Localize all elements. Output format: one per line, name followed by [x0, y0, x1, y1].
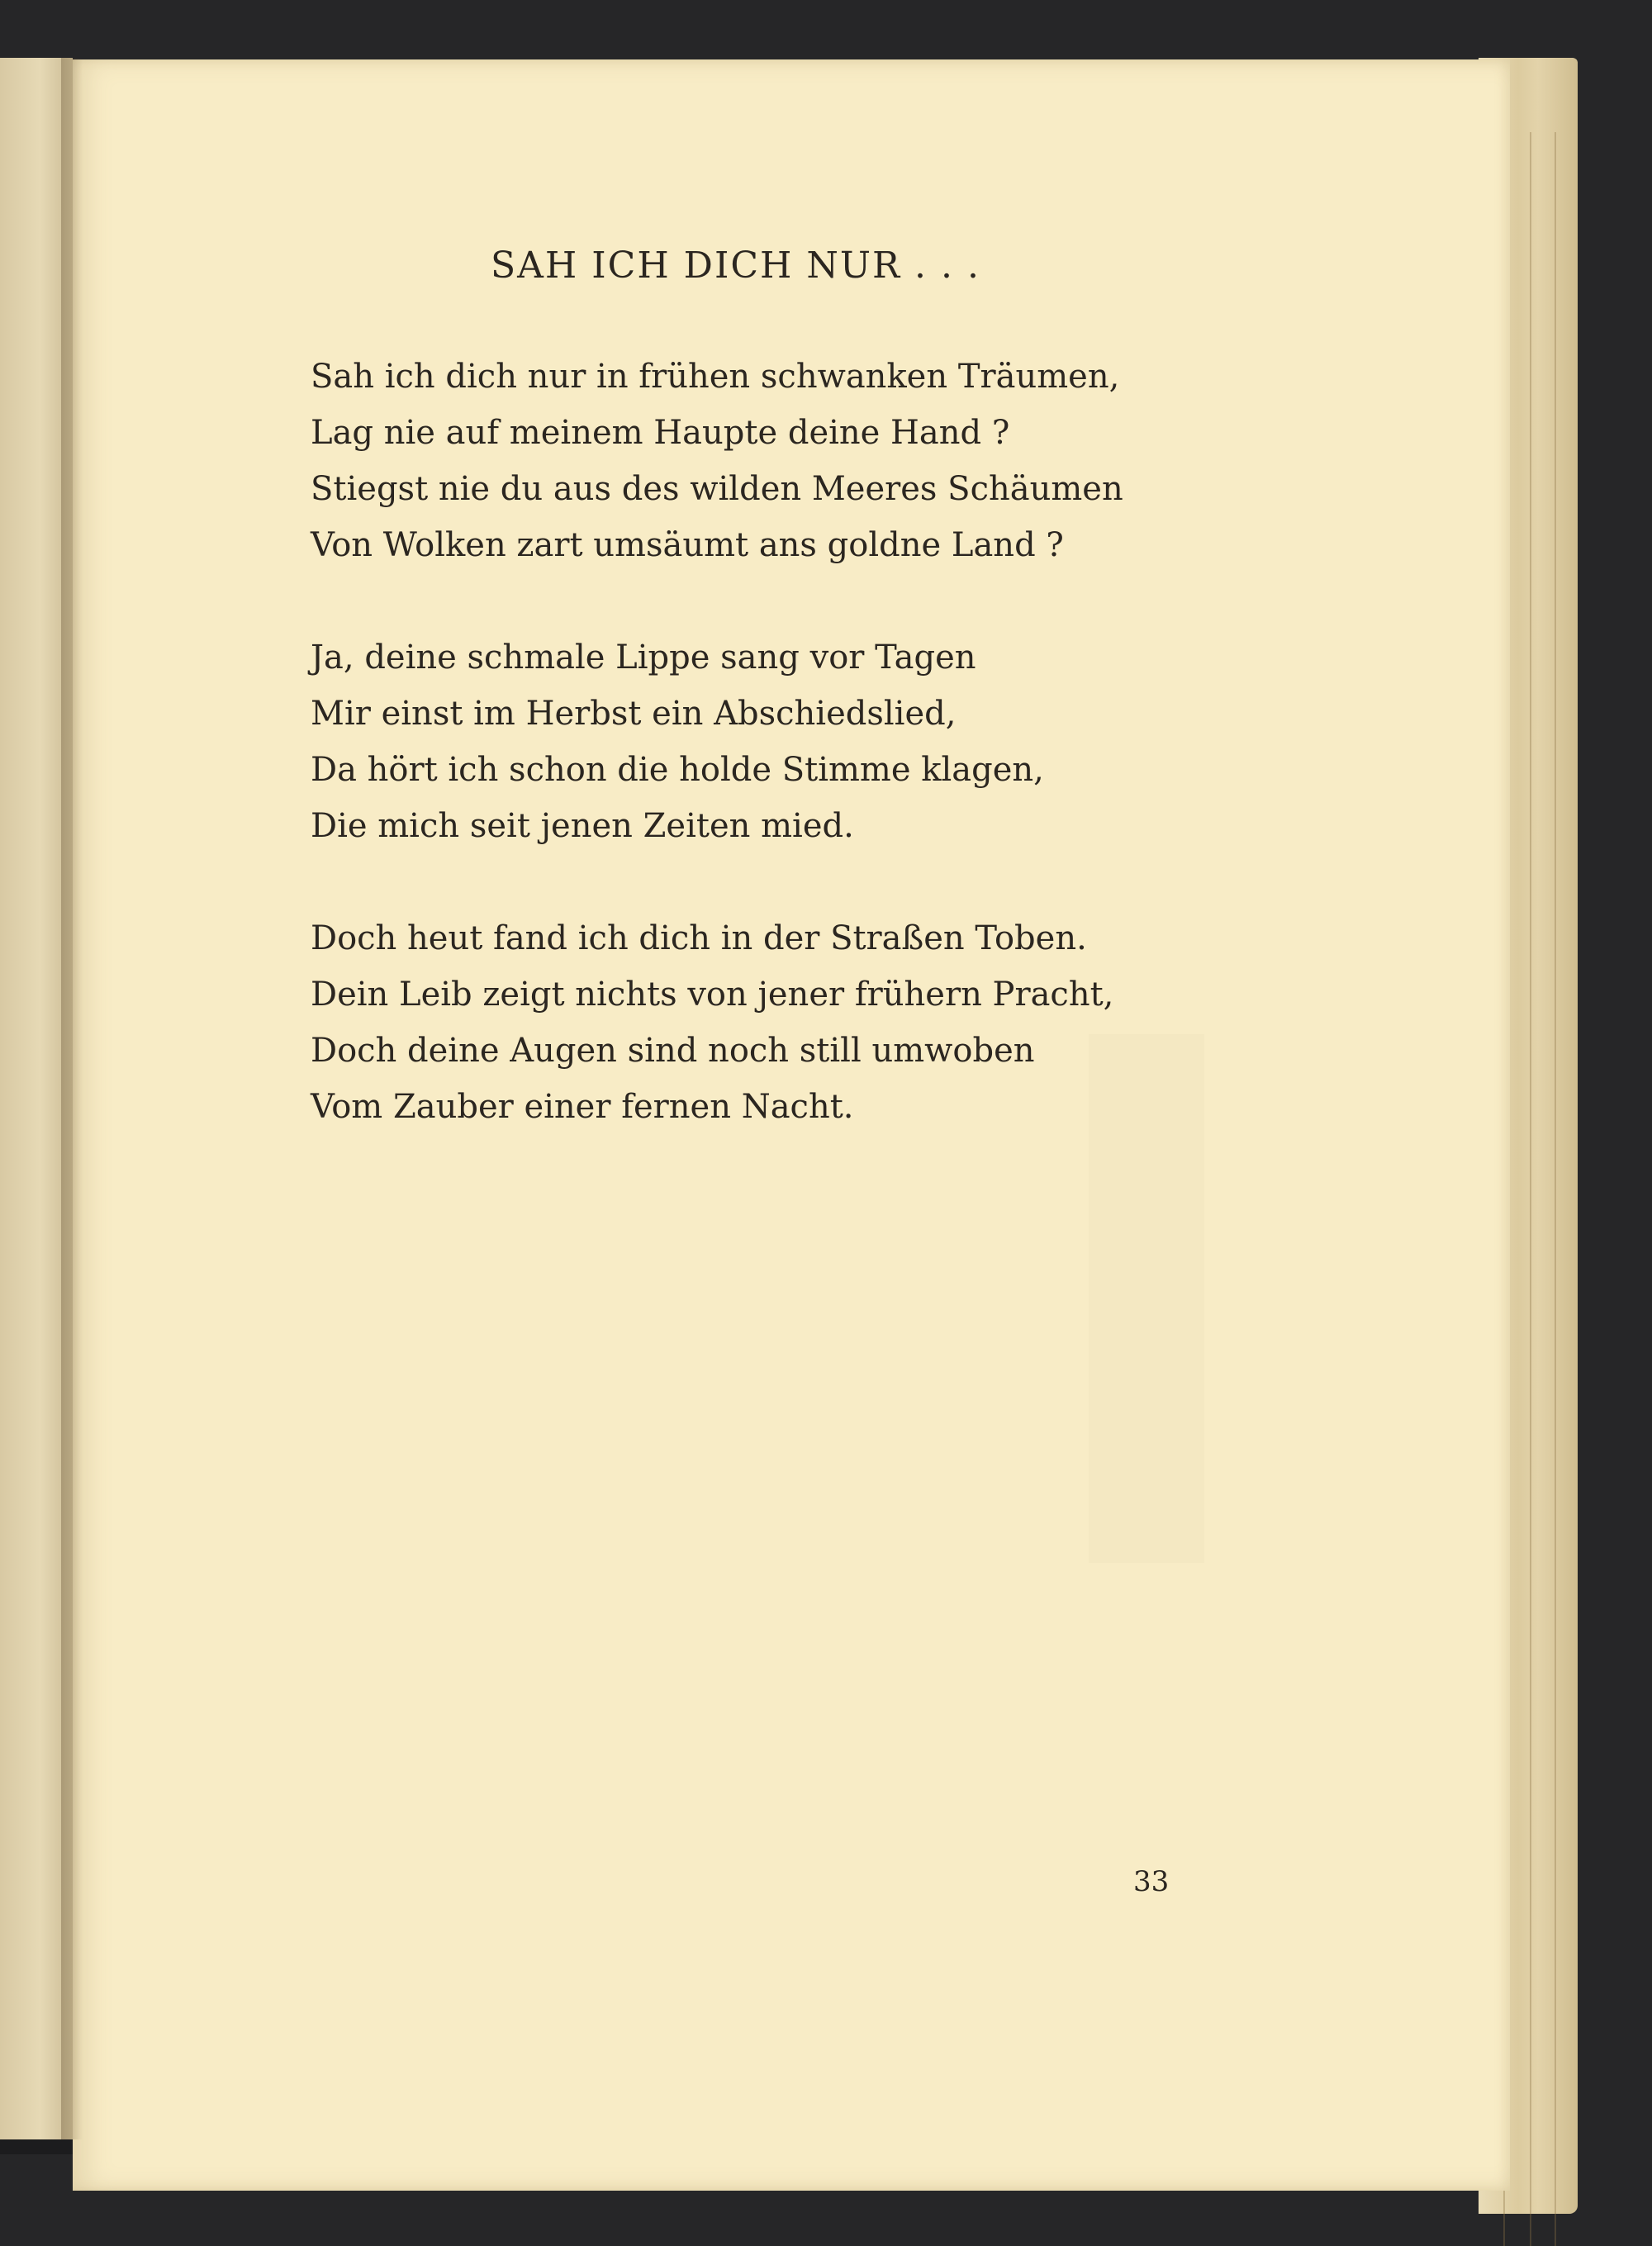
page-edge-line: [1530, 132, 1531, 2246]
poem-line: Vom Zauber einer fernen Nacht.: [311, 1088, 854, 1126]
poem-line: Da hört ich schon die holde Stimme klagen,: [311, 751, 1044, 789]
poem-line: Lag nie auf meinem Haupte deine Hand ?: [311, 414, 1010, 452]
poem-line: Doch deine Augen sind noch still umwoben: [311, 1032, 1035, 1070]
poem-line: Stiegst nie du aus des wilden Meeres Schäumen: [311, 470, 1123, 508]
poem-line: Mir einst im Herbst ein Abschiedslied,: [311, 695, 957, 733]
stanza-2: [311, 629, 1123, 854]
poem-line: Sah ich dich nur in frühen schwanken Träumen,: [311, 358, 1120, 396]
poem-line: Dein Leib zeigt nichts von jener frühern Pracht,: [311, 976, 1114, 1014]
poem-body: [311, 349, 1123, 1191]
stanza-3: [311, 910, 1123, 1135]
poem-line: Die mich seit jenen Zeiten mied.: [311, 807, 854, 845]
gutter-shadow: [61, 58, 83, 2139]
poem-line: Ja, deine schmale Lippe sang vor Tagen: [311, 639, 976, 677]
page-number: 33: [1133, 1865, 1170, 1898]
poem-line: Doch heut fand ich dich in der Straßen Toben.: [311, 919, 1087, 957]
poem-line: Von Wolken zart umsäumt ans goldne Land ?: [311, 526, 1064, 564]
page-edge-line: [1555, 132, 1556, 2246]
stanza-1: [311, 349, 1123, 573]
poem-title: SAH ICH DICH NUR . . .: [491, 245, 980, 287]
